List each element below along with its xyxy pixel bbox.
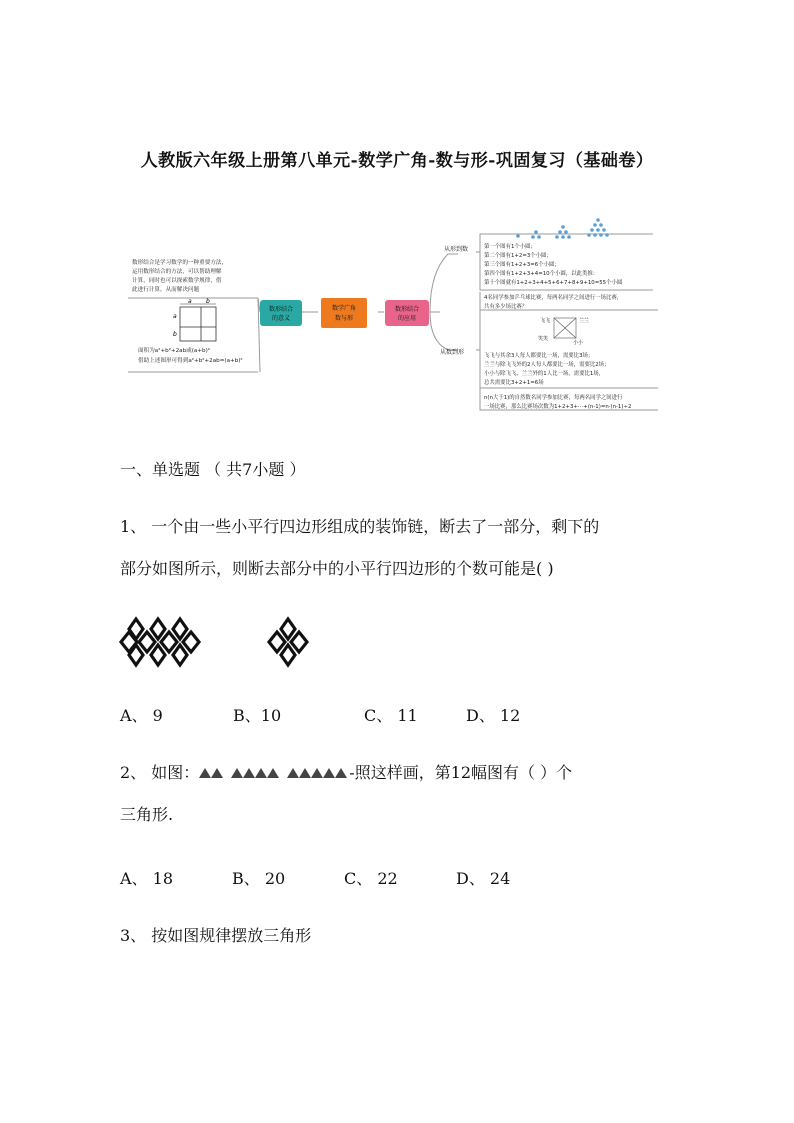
left-text-line: 计算，同时也可以探索数学规律，借: [132, 278, 222, 284]
question-1-options: [120, 703, 520, 726]
page-title: 人教版六年级上册第八单元-数学广角-数与形-巩固复习（基础卷）: [140, 151, 654, 171]
left-formula-line: 面积为a²+b²+2ab或(a+b)²: [138, 348, 211, 354]
question-2-options: [120, 866, 510, 889]
question-2: [120, 752, 572, 836]
option-c[interactable]: C、 22: [344, 869, 398, 888]
square-diagram: [173, 298, 216, 341]
branch-1-line: 第十个图就有1+2+3+4+5+6+7+8+9+10=55个小圆: [484, 280, 623, 286]
branch-2-lines: [484, 351, 631, 410]
option-c[interactable]: C、 11: [364, 706, 418, 725]
node-meaning-label-1: 数形结合: [268, 306, 294, 313]
branch-1-label: 从形到数: [444, 246, 469, 253]
left-text-line: 数形结合是学习数学的一种重要方法，: [132, 260, 228, 266]
square-label: b: [173, 331, 177, 338]
question-1-figure: [118, 616, 318, 668]
dot-triangles: [516, 218, 609, 239]
branch-2-general-line: 一场比赛，那么比赛场次数为1+2+3+⋯+(n-1)=n·(n-1)÷2: [484, 404, 632, 410]
branch-2-q-line: 4名同学参加乒乓球比赛，每两名同学之间进行一场比赛，: [484, 295, 623, 301]
node-application: [385, 300, 429, 326]
node-meaning: [260, 300, 302, 326]
left-text-line: 运用数形结合的方法，可以帮助理解: [132, 269, 222, 275]
question-2-suffix: -照这样画，第12幅图有（ ）个: [349, 763, 573, 782]
branch-2-line: 飞飞与其余3人每人都要比一场，需要比3场；: [484, 353, 594, 359]
option-a[interactable]: A、 18: [120, 869, 174, 888]
branch-1-line: 第二个图有1+2=3个小圆；: [484, 253, 552, 259]
question-1-line-1: 1、 一个由一些小平行四边形组成的装饰链，断去了一部分，剩下的: [120, 517, 600, 536]
branch-2-line: 兰兰与除飞飞外的2人每人都要比一场，需要比2场；: [484, 362, 610, 368]
branch-2-question: [484, 293, 622, 310]
node-application-label-2: 的应用: [397, 315, 417, 322]
branch-2-label: 从数到形: [440, 349, 465, 356]
square-label: a: [173, 313, 177, 320]
square-label: a: [188, 298, 192, 305]
mind-map: [118, 212, 678, 417]
branch-2-line: 小小与除飞飞、兰兰外的1人比一场，需要比1场，: [484, 371, 605, 377]
player-name: 笑笑: [538, 336, 549, 342]
branch-1-line: 第一个图有1个小圆；: [484, 244, 536, 250]
player-name: 小小: [573, 340, 584, 346]
option-b[interactable]: B、10: [233, 706, 282, 725]
branch-2-general-line: n(n大于1)的自然数名同学参加比赛，每两名同学之间进行: [484, 395, 623, 401]
left-text-line: 此进行计算，从而解决问题: [132, 287, 200, 293]
players-diagram: [538, 317, 589, 346]
question-3: [120, 915, 311, 957]
triangles-sequence-icon: [199, 767, 349, 779]
node-center: [321, 298, 367, 328]
question-2-line-2: 三角形.: [120, 805, 174, 824]
question-1-line-2: 部分如图所示，则断去部分中的小平行四边形的个数可能是( ): [120, 559, 554, 578]
branch-1-line: 第四个图有1+2+3+4=10个小圆，以此类推：: [484, 271, 599, 277]
question-3-line-1: 3、 按如图规律摆放三角形: [120, 926, 312, 945]
option-b[interactable]: B、 20: [232, 869, 286, 888]
option-a[interactable]: A、 9: [120, 706, 163, 725]
square-label: b: [206, 298, 210, 305]
question-1: [120, 506, 599, 590]
branch-1-lines: [484, 242, 622, 286]
branch-1-line: 第三个图有1+2+3=6个小圆；: [484, 262, 560, 268]
node-center-label-1: 数学广角: [331, 305, 357, 312]
branch-2-line: 总共需要比3+2+1=6场: [484, 380, 544, 386]
player-name: 兰兰: [579, 318, 590, 324]
option-d[interactable]: D、 12: [466, 706, 521, 725]
left-formula-line: 借助上述图形可得到a²+b²+2ab=(a+b)²: [138, 358, 243, 364]
node-meaning-label-2: 的意义: [271, 315, 291, 322]
branch-2-q-line: 共有多少场比赛？: [484, 304, 528, 310]
left-text: [132, 258, 243, 364]
question-2-line-1: [120, 752, 572, 794]
section-heading: 一、单选题 （ 共7小题 ）: [120, 460, 306, 479]
player-name: 飞飞: [540, 318, 551, 324]
node-application-label-1: 数形结合: [394, 306, 420, 313]
node-center-label-2: 数与形: [334, 315, 354, 322]
question-2-prefix: 2、 如图：: [120, 763, 200, 782]
option-d[interactable]: D、 24: [456, 869, 511, 888]
